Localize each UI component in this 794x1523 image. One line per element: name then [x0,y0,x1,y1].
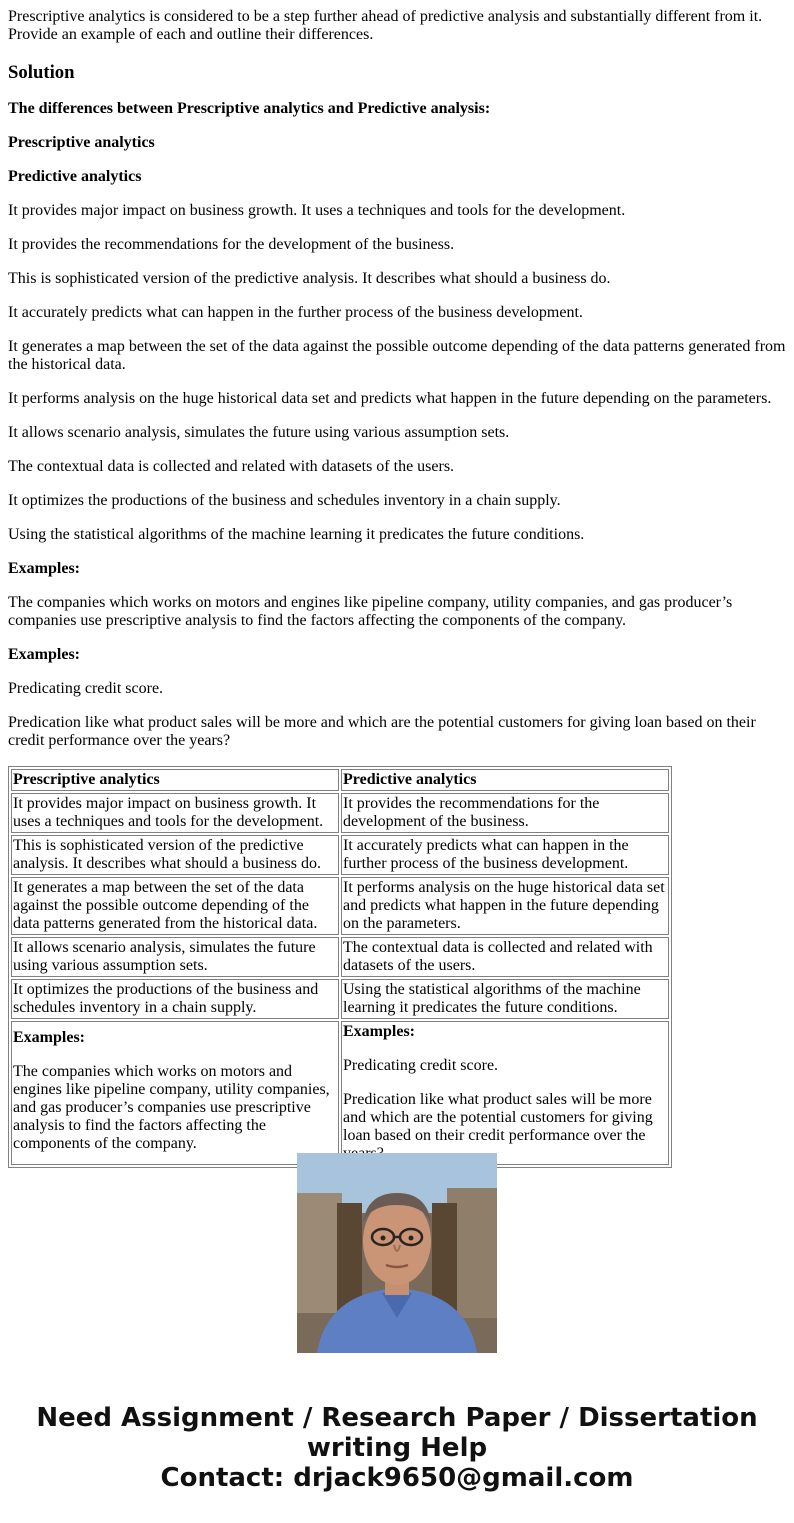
promo-contact: Contact: drjack9650@gmail.com [160,1463,634,1493]
prescriptive-heading: Prescriptive analytics [8,134,155,151]
table-row [11,877,669,935]
point-text: The contextual data is collected and related with datasets of the users. [8,458,455,475]
solution-heading: Solution [8,62,75,83]
cell-example-text: Predication like what product sales will be more and which are the potential customers for giving loan based on their credit performance over the [343,1091,653,1144]
examples-heading: Examples: [8,646,80,663]
point-text: This is sophisticated version of the predictive analysis. It describes what should a business do. [8,270,611,287]
point-text: It accurately predicts what can happen in the further process of the business development. [8,304,583,321]
table-cell: It generates a map between the set of the data against the possible outcome depending of the data patterns generated from the historical data. [11,877,339,935]
table-cell: It performs analysis on the huge historical data set and predicts what happen in the future depending on the parameters. [341,877,669,935]
point-text: It generates a map between the set of the data against the possible outcome depending of the data patterns generated from the historical data. [8,338,786,373]
cell-example-text: Predicating credit score. [343,1057,499,1074]
table-cell: It allows scenario analysis, simulates the future using various assumption sets. [11,937,339,977]
table-cell: It provides major impact on business growth. It uses a techniques and tools for the development. [11,793,339,833]
table-cell: It provides the recommendations for the development of the business. [341,793,669,833]
table-cell: It optimizes the productions of the business and schedules inventory in a chain supply. [11,979,339,1019]
table-header-cell: Predictive analytics [341,769,669,791]
table-cell: Using the statistical algorithms of the machine learning it predicates the future conditions. [341,979,669,1019]
table-cell: This is sophisticated version of the predictive analysis. It describes what should a business do. [11,835,339,875]
prescriptive-example-text: The companies which works on motors and engines like pipeline company, utility companies, and gas producer’s companies use prescriptive analysis to find the factors affecting the components of the company. [8,594,733,629]
table-row [11,1021,669,1165]
table-row [11,793,669,833]
table-header-cell: Prescriptive analytics [11,769,339,791]
point-text: It provides major impact on business growth. It uses a techniques and tools for the development. [8,202,626,219]
point-text: It performs analysis on the huge historical data set and predicts what happen in the future depending on the parameters. [8,390,772,407]
avatar-image [297,1153,497,1353]
table-cell: It accurately predicts what can happen in the further process of the business development. [341,835,669,875]
table-cell: The contextual data is collected and related with datasets of the users. [341,937,669,977]
table-row [11,979,669,1019]
table-row [11,937,669,977]
table-cell [341,1021,669,1165]
comparison-table [8,766,672,1168]
cell-examples-label: Examples: [13,1029,85,1046]
question-text: Prescriptive analytics is considered to be a step further ahead of predictive analysis and substantially different from it. Provide an example of each and outline their differences. [8,8,763,43]
point-text: It optimizes the productions of the business and schedules inventory in a chain supply. [8,492,561,509]
predictive-heading: Predictive analytics [8,168,142,185]
cell-example-text: The companies which works on motors and engines like pipeline company, utility companies, and gas producer’s companies use prescriptive analysis to find the factors affecting the components of the company. [13,1063,330,1152]
document-content [8,8,788,1152]
point-text: Using the statistical algorithms of the machine learning it predicates the future conditions. [8,526,585,543]
tutor-avatar [297,1153,497,1353]
point-text: It allows scenario analysis, simulates the future using various assumption sets. [8,424,510,441]
promo-banner [0,1403,794,1493]
point-text: It provides the recommendations for the development of the business. [8,236,455,253]
table-header-row [11,769,669,791]
differences-heading: The differences between Prescriptive analytics and Predictive analysis: [8,100,491,117]
table-row [11,835,669,875]
promo-line-1: Need Assignment / Research Paper / Dissertation writing Help [36,1403,758,1463]
predictive-example-text: Predication like what product sales will be more and which are the potential customers for giving loan based on their credit performance over the years? [8,714,756,749]
cell-examples-label: Examples: [343,1023,415,1040]
table-cell [11,1021,339,1165]
predictive-example-text: Predicating credit score. [8,680,164,697]
examples-heading: Examples: [8,560,80,577]
